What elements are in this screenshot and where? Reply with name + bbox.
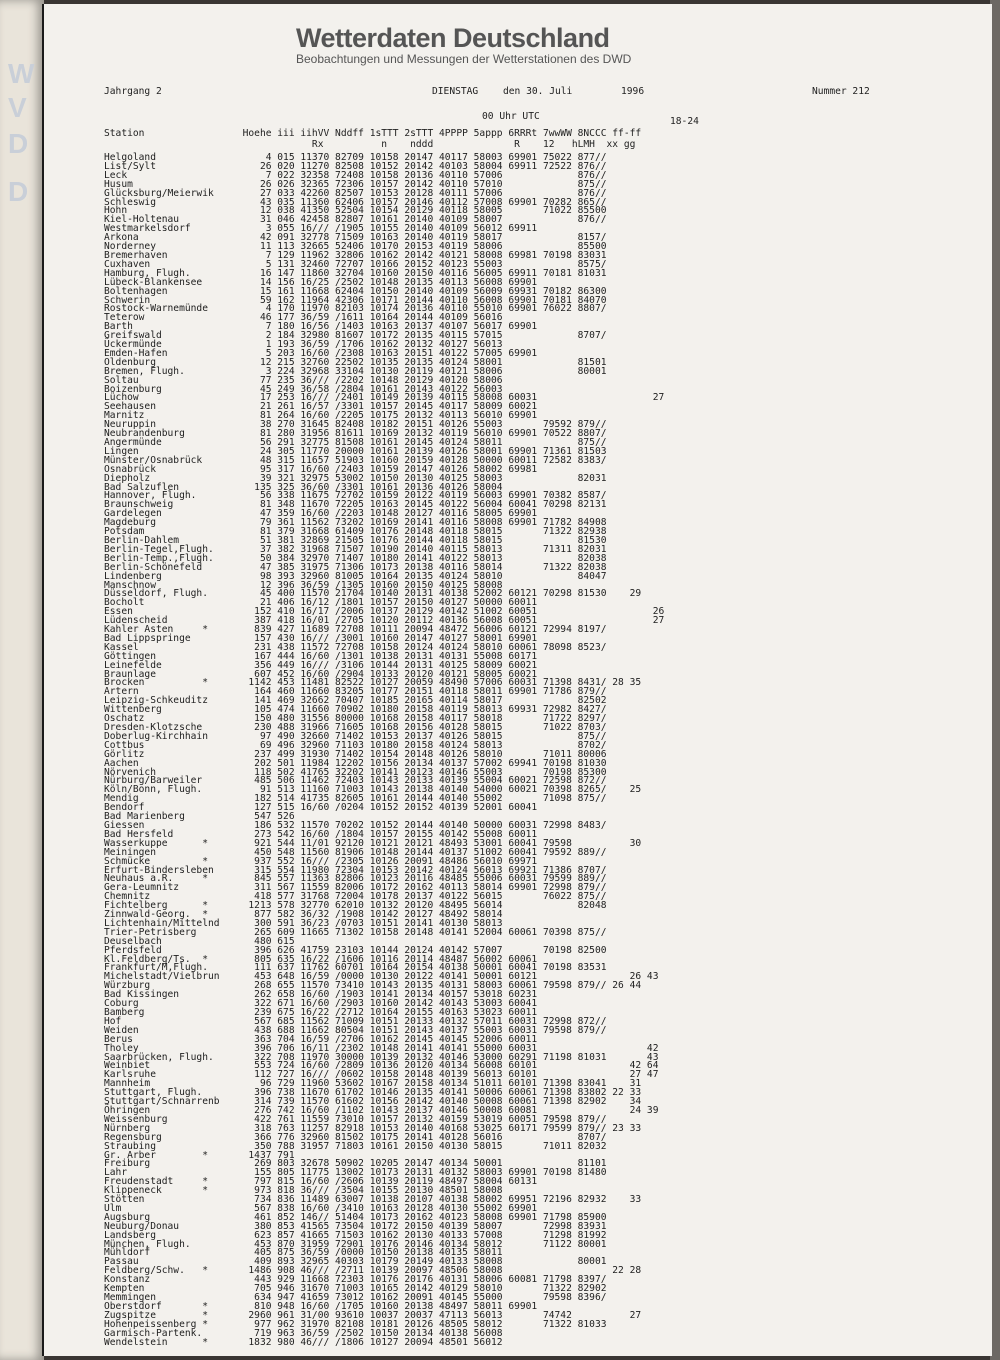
jahrgang: Jahrgang 2 xyxy=(104,86,162,97)
station-row: Ulm 567 838 16/60 /3410 10163 20128 40130 55002 69901 xyxy=(104,1202,538,1214)
time-header-right: 18-24 xyxy=(670,116,699,127)
station-row: Lübeck-Blankensee 14 156 16/25 /2502 10148 20135 40113 56008 69901 xyxy=(104,276,538,288)
station-row: Freudenstadt * 797 815 16/60 /2606 10139 20119 48497 58004 60131 xyxy=(104,1176,538,1188)
station-row: Meiningen 450 548 11560 81906 10148 20144 40137 51002 60041 79592 889// xyxy=(104,846,607,858)
station-row: München, Flugh. 453 870 31959 72901 10176 20146 40134 58012 71122 80001 xyxy=(104,1238,607,1250)
station-row: Doberlug-Kirchhain 97 490 32660 71402 10153 20137 40126 58015 875// xyxy=(104,730,607,742)
station-row: Weissenburg 422 761 11559 73010 10157 20132 40159 53019 60051 79598 879// xyxy=(104,1113,607,1125)
station-row: Hohn 12 038 41350 52504 10154 20129 40118 58005 71022 85500 xyxy=(104,205,607,217)
masthead-title: Wetterdaten Deutschland xyxy=(296,23,610,53)
station-row: Mendig 182 514 41735 82605 10161 20144 40140 55002 71098 875// xyxy=(104,793,607,805)
station-row: Bocholt 21 406 16/12 /1801 10157 20150 40127 50000 60011 xyxy=(104,597,538,609)
left-page-edge: W V D D xyxy=(0,0,44,1360)
station-row: Lichtenhain/Mittelnd 300 591 36/23 /0703 10151 20141 40130 58013 xyxy=(104,917,503,929)
station-row: Klippeneck * 973 818 36/// /3504 10155 20130 48501 58008 xyxy=(104,1185,503,1197)
station-row: Weinbiet 553 724 16/60 /2809 10136 20120 40134 56008 60101 42 64 xyxy=(104,1060,659,1072)
station-row: Essen 152 410 16/17 /2006 10137 20129 40142 51002 60051 26 xyxy=(104,606,665,618)
station-row: Stötten 734 836 11489 63007 10138 20107 40138 58002 69951 72196 82932 33 xyxy=(104,1194,642,1206)
station-row: Schwerin 59 162 11964 42306 10171 20144 40110 56008 69901 70181 84070 xyxy=(104,294,607,306)
station-row: Boltenhagen 15 161 11668 62404 10150 20140 40109 56009 69931 70182 86300 xyxy=(104,285,607,297)
station-row: Erfurt-Bindersleben 315 554 11980 72304 10153 20142 40124 56013 69921 71386 8707/ xyxy=(104,864,607,876)
station-row: Oberstdorf * 810 948 16/60 /1705 10160 20138 48497 58011 69901 xyxy=(104,1300,538,1312)
station-row: Coburg 322 671 16/60 /2903 10160 20142 40143 53003 60041 xyxy=(104,998,538,1010)
station-row: Bamberg 239 675 16/22 /2712 10164 20155 40163 53023 60011 xyxy=(104,1007,538,1018)
station-row: Bad Lippspringe 157 430 16/// /3001 10160 20147 40127 58001 69901 xyxy=(104,632,538,644)
station-row: Arkona 42 091 32778 71509 10163 20140 40119 58017 8157/ xyxy=(104,232,607,244)
station-row: Bad Kissingen 262 658 16/60 /1903 10141 20134 40157 53018 60231 xyxy=(104,989,538,1001)
station-row: Giessen 186 532 11570 70202 10152 20144 40140 50000 60031 72998 8483/ xyxy=(104,819,607,831)
station-row: Chemnitz 418 577 31768 72004 10178 20137 40122 56015 76022 875// xyxy=(104,891,607,903)
station-row: Magdeburg 79 361 11562 73202 10169 20141 40116 58008 69901 71782 84908 xyxy=(104,517,607,529)
station-row: Feldberg/Schw. * 1486 908 46/// /2711 10139 20097 48506 58008 22 28 xyxy=(104,1265,642,1277)
station-row: Leck 7 022 32358 72408 10158 20136 40110 57006 876// xyxy=(104,169,607,181)
masthead-subtitle: Beobachtungen und Messungen der Wetterstationen des DWD xyxy=(296,52,632,66)
station-row: Manschnow 12 396 36/59 /1305 10160 20150 40125 58008 xyxy=(104,579,503,591)
station-row: Augsburg 461 852 146// 51404 10173 20162 40123 58008 69901 71798 85900 xyxy=(104,1211,607,1223)
date: den 30. Juli xyxy=(503,86,573,97)
station-row: Lüchow 17 253 16/// /2401 10149 20139 40115 58008 60031 27 xyxy=(104,392,665,404)
station-row: Aachen 202 501 11984 12202 10156 20134 40137 57002 69941 70198 81030 xyxy=(104,757,607,769)
station-row: Wendelstein * 1832 980 46/// /1806 10127 20094 48501 56012 xyxy=(104,1336,503,1348)
station-row: Neuburg/Donau 380 853 41565 73504 10172 20150 40139 58007 72998 83931 xyxy=(104,1220,607,1232)
station-row: Glücksburg/Meierwik 27 033 42260 82507 10153 20128 40111 57006 876// xyxy=(104,187,607,199)
station-row: Hannover, Flugh. 56 338 11675 72702 10159 20122 40119 56003 69901 70382 8587/ xyxy=(104,490,607,502)
station-row: Rostock-Warnemünde 4 170 11970 82103 10174 20136 40110 55010 69901 76022 8807/ xyxy=(104,303,607,315)
station-row: Braunlage 607 452 16/60 /2904 10133 20120 40121 58005 60021 xyxy=(104,668,538,680)
station-row: Memmingen 634 947 41659 73012 10162 20091 40145 55000 79598 8396/ xyxy=(104,1292,607,1303)
station-row: Nürburg/Barweiler 485 506 11462 72403 10143 20133 40139 55004 60021 72598 872// xyxy=(104,775,607,787)
issue-number: Nummer 212 xyxy=(812,86,870,97)
station-row: Cuxhaven 5 131 32460 72707 10166 20152 40123 55003 8575/ xyxy=(104,258,607,270)
station-row: Straubing 350 788 31957 71803 10161 20150 40130 58015 71011 82032 xyxy=(104,1140,607,1152)
station-row: Kempten 705 946 31670 71003 10165 20142 40129 58010 71322 82902 xyxy=(104,1283,607,1295)
station-row: Schmücke * 937 552 16/// /2305 10126 20091 48486 56010 69971 xyxy=(104,855,538,867)
masthead xyxy=(296,24,916,66)
station-row: Helgoland 4 015 11370 82709 10158 20147 40117 58003 69901 75022 877// xyxy=(104,152,607,163)
station-row: Lahr 155 805 11775 13002 10173 20131 40132 58003 69901 70198 81480 xyxy=(104,1167,607,1179)
station-row: Garmisch-Partenk. 719 963 36/59 /2502 10150 20134 40138 56008 xyxy=(104,1327,503,1339)
station-row: Kassel 231 438 11572 72708 10158 20124 40124 58010 60061 78098 8523/ xyxy=(104,641,607,653)
station-row: Soltau 77 235 36/// /2202 10148 20129 40120 58006 xyxy=(104,374,503,386)
station-row: Cottbus 69 496 32960 71103 10180 20158 40124 58013 8702/ xyxy=(104,739,607,751)
column-header-line1: Station Hoehe iii iihVV Nddff 1sTTT 2sTTT 4PPPP 5appp 6RRRt 7wwWW 8NCCC ff-ff xyxy=(104,128,642,139)
station-row: Zugspitze * 2960 961 31/00 93610 10037 20037 47113 56013 74742 27 xyxy=(104,1309,642,1321)
station-row: Gera-Leumnitz 311 567 11559 82006 10172 20162 40113 58014 69901 72998 879// xyxy=(104,882,607,894)
station-row: Berlin-Tegel,Flugh. 37 382 31968 71507 10190 20140 40115 58013 71311 82031 xyxy=(104,543,607,555)
station-row: Diepholz 39 321 32975 53002 10150 20130 40125 58003 82031 xyxy=(104,472,607,484)
station-row: Deuselbach 480 615 xyxy=(104,935,295,947)
station-row: Nürnberg 318 763 11257 82918 10153 20140 40168 53025 60171 79599 879// 23 33 xyxy=(104,1122,642,1134)
station-row: Regensburg 366 776 32960 81502 10175 20141 40128 56016 8707/ xyxy=(104,1131,607,1143)
station-row: Gardelegen 47 359 16/60 /2203 10148 20127 40116 58005 69901 xyxy=(104,508,538,520)
station-row: Neubrandenburg 81 280 31956 81611 10169 20132 40119 56010 69901 70522 8807/ xyxy=(104,428,607,440)
station-row: Braunschweig 81 348 11670 72205 10163 20145 40122 56004 60041 70298 82131 xyxy=(104,499,607,511)
station-row: Landsberg 623 857 41665 71503 10162 20130 40133 57008 71298 81992 xyxy=(104,1229,607,1241)
station-row: Kl.Feldberg/Ts. * 805 635 16/22 /1606 10116 20114 48487 56002 60061 xyxy=(104,953,538,965)
station-row: Marnitz 81 264 16/60 /2205 10175 20132 40113 56010 69901 xyxy=(104,410,538,422)
station-row: Lingen 24 305 11770 20000 10161 20139 40126 58001 69901 71361 81503 xyxy=(104,445,607,457)
station-row: Bremen, Flugh. 3 224 32968 33104 10130 20119 40121 58006 80001 xyxy=(104,365,607,377)
station-row: Hohenpeissenberg * 977 962 31970 82108 10181 20126 48505 58012 71322 81033 xyxy=(104,1318,607,1330)
station-row: Konstanz 443 929 11668 72303 10176 20176 40131 58006 60081 71798 8397/ xyxy=(104,1274,607,1286)
station-row: Düsseldorf, Flugh. 45 400 11570 21704 10140 20131 40138 52002 60121 70298 81530 29 xyxy=(104,588,642,600)
station-row: Hof 567 685 11562 71009 10151 20133 40132 57011 60031 72998 872// xyxy=(104,1015,607,1027)
station-row: Passau 409 893 32965 40303 10179 20149 40133 58008 80001 xyxy=(104,1256,607,1268)
station-row: Görlitz 237 499 31930 71402 10154 20148 40126 58010 71011 80006 xyxy=(104,748,607,760)
station-row: Tholey 396 706 16/11 /2302 10148 20141 40141 55000 60031 42 xyxy=(104,1042,659,1054)
station-row: Greifswald 2 184 32980 81607 10172 20135 40115 57015 8707/ xyxy=(104,330,607,342)
station-row: Boizenburg 45 249 36/58 /2804 10161 20143 40122 56003 xyxy=(104,383,503,395)
station-row: Neuruppin 38 270 31645 82408 10182 20151 40126 55003 79592 879// xyxy=(104,419,607,431)
station-row: Bad Marienberg 547 526 xyxy=(104,811,295,823)
station-row: Oschatz 150 480 31556 80000 10168 20158 40117 58018 71722 8297/ xyxy=(104,713,607,725)
station-row: Münster/Osnabrück 48 315 11657 51903 10160 20159 40128 50000 60011 72582 8383/ xyxy=(104,454,607,466)
station-row: Leipzig-Schkeuditz 141 469 32662 70407 10185 20165 40114 58017 82502 xyxy=(104,695,607,707)
station-row: Mühldorf 405 875 36/59 /0000 10150 20138 40135 58011 xyxy=(104,1247,503,1259)
station-row: Wasserkuppe * 921 544 11/01 92120 10121 20121 48493 53001 60041 79598 30 xyxy=(104,837,642,849)
station-row: Berlin-Dahlem 51 381 32869 21505 10176 20144 40118 58015 81530 xyxy=(104,534,607,546)
station-row: Schleswig 43 035 11360 62406 10157 20146 40112 57008 69901 70282 865// xyxy=(104,196,607,208)
station-row: Emden-Hafen 5 203 16/60 /2308 10163 20151 40122 57005 69901 xyxy=(104,347,538,359)
station-row: Angermünde 56 291 32775 81508 10161 20145 40124 58011 875// xyxy=(104,437,607,448)
station-row: Kiel-Holtenau 31 046 42458 82807 10161 20140 40109 58007 876// xyxy=(104,214,607,226)
station-row: Brocken * 1142 453 11481 82522 10127 20059 48490 57006 60031 71398 8431/ 28 35 xyxy=(104,677,642,689)
station-row: Mannheim 96 729 11960 53602 10167 20158 40134 51011 60101 71398 83041 31 xyxy=(104,1078,642,1090)
station-row: Berlin-Schönefeld 47 385 31975 71306 10173 20138 40116 58014 71322 82038 xyxy=(104,561,607,573)
station-row: Seehausen 21 261 16/57 /3301 10157 20145 40117 58009 60021 xyxy=(104,401,538,413)
station-row: Dresden-Klotzsche 230 488 31966 71605 10168 20156 40128 58015 71022 8703/ xyxy=(104,722,607,733)
station-row: Ückermünde 1 193 36/59 /1706 10162 20132 40127 56013 xyxy=(104,339,503,351)
station-row: Nörvenich 118 502 41765 32202 10141 20123 40146 55003 70198 85300 xyxy=(104,766,607,778)
station-row: Michelstadt/Vielbrun 453 648 16/59 /0000 10130 20122 40141 50001 60121 26 43 xyxy=(104,971,659,983)
station-row: Neuhaus a.R. * 845 557 11363 82806 10123 20116 48485 55006 60031 79599 889// xyxy=(104,873,607,885)
station-row: Öhringen 276 742 16/60 /1102 10143 20137 40146 50008 60081 24 39 xyxy=(104,1104,659,1116)
station-row: Teterow 46 177 36/59 /1611 10164 20144 40109 56016 xyxy=(104,312,503,324)
station-row: Bad Hersfeld 273 542 16/60 /1804 10157 20155 40142 55008 60011 xyxy=(104,828,538,840)
station-row: Berus 363 704 16/59 /2706 10162 20145 40145 52006 60011 xyxy=(104,1033,538,1045)
time-header: 00 Uhr UTC xyxy=(482,111,540,122)
station-row: Leinefelde 356 449 16/// /3106 10144 20131 40125 58009 60021 xyxy=(104,659,538,671)
station-row: Norderney 11 113 32665 52406 10170 20153 40119 58006 85500 xyxy=(104,241,607,253)
station-row: Weiden 438 688 11662 80504 10151 20143 40137 55003 60031 79598 879// xyxy=(104,1024,607,1036)
station-row: Zinnwald-Georg. * 877 582 36/32 /1908 10142 20127 48492 58014 xyxy=(104,909,503,921)
station-row: Würzburg 268 655 11570 73410 10143 20135 40131 58003 60061 79598 879// 26 44 xyxy=(104,980,642,992)
station-row: Göttingen 167 444 16/60 /1301 10138 20131 40131 55008 60171 xyxy=(104,650,538,662)
station-row: Fichtelberg * 1213 578 32770 62010 10132 20120 48495 56014 82048 xyxy=(104,900,607,912)
weekday: DIENSTAG xyxy=(432,86,479,97)
station-row: Bad Salzuflen 135 325 36/60 /3301 10161 20136 40126 58004 xyxy=(104,481,503,493)
station-row: Lüdenscheid 387 418 16/01 /2705 10120 20112 40136 56008 60051 27 xyxy=(104,615,665,627)
station-row: Kahler Asten * 839 427 11689 72708 10111 20094 48472 56006 60121 72994 8197/ xyxy=(104,624,607,636)
station-row: Oldenburg 12 215 32760 22502 10135 20135 40124 58001 81501 xyxy=(104,356,607,368)
station-row: Osnabrück 95 317 16/60 /2403 10159 20147 40126 58002 69981 xyxy=(104,463,538,475)
station-row: Freiburg 269 803 32678 50902 10205 20147 40134 50001 81101 xyxy=(104,1158,607,1170)
station-row: Hamburg, Flugh. 16 147 11860 32704 10160 20150 40116 56005 69911 70181 81031 xyxy=(104,267,607,279)
station-table xyxy=(104,154,664,1347)
station-row: Pferdsfeld 396 626 41759 23103 10144 20124 40142 57007 70198 82500 xyxy=(104,944,607,956)
station-row: Stuttgart, Flugh. 396 738 11670 61702 10146 20135 40141 50006 60061 71398 83802 22 33 xyxy=(104,1087,642,1099)
station-row: Westmarkelsdorf 3 055 16/// /1905 10155 20140 40109 56012 69911 xyxy=(104,223,538,235)
station-row: Berlin-Temp.,Flugh. 50 384 32970 71407 10180 20141 40122 58013 82038 xyxy=(104,552,607,564)
station-row: Stuttgart/Schnarrenb 314 739 11570 61602 10156 20142 40140 50008 60061 71398 82902 34 xyxy=(104,1096,642,1108)
station-row: Bremerhaven 7 129 11962 32806 10162 20142 40121 58008 69981 70198 83031 xyxy=(104,249,607,261)
station-row: Bendorf 127 515 16/60 /0204 10152 20152 40139 52001 60041 xyxy=(104,802,538,814)
column-header-line2: Rx n nddd R 12 hLMH xx gg xyxy=(104,139,636,150)
station-row: Köln/Bonn, Flugh. 91 513 11160 71003 10143 20138 40140 54000 60021 70398 8265/ 25 xyxy=(104,784,642,796)
station-row: Wittenberg 105 474 11660 70902 10180 20158 40119 58013 69931 72982 8427/ xyxy=(104,704,607,716)
station-row: Gr. Arber * 1437 791 xyxy=(104,1149,295,1161)
station-row: Potsdam 81 379 31668 61409 10176 20148 40118 58015 71322 82938 xyxy=(104,526,607,538)
station-row: List/Sylt 26 020 11270 82508 10152 20142 40103 58004 69911 72522 876// xyxy=(104,160,607,172)
station-row: Saarbrücken, Flugh. 322 708 11970 30000 10139 20132 40146 53000 60291 71198 81031 43 xyxy=(104,1051,659,1063)
station-row: Karlsruhe 112 727 16/// /0602 10158 20148 40139 56013 60101 27 47 xyxy=(104,1069,659,1081)
station-row: Barth 7 180 16/56 /1403 10163 20137 40107 56017 69901 xyxy=(104,321,538,333)
station-row: Trier-Petrisberg 265 609 11665 71302 10158 20148 40141 52004 60061 70398 875// xyxy=(104,926,607,938)
year: 1996 xyxy=(621,86,645,97)
station-row: Husum 26 026 32365 72306 10157 20142 40110 57010 875// xyxy=(104,178,607,190)
station-row: Lindenberg 98 393 32960 81005 10164 20135 40124 58010 84047 xyxy=(104,570,607,582)
station-row: Artern 164 460 11660 83205 10177 20151 40118 58011 69901 71786 879// xyxy=(104,686,607,698)
station-row: Frankfurt/M,Flugh. 111 637 11762 60701 10164 20154 40138 50001 60041 70198 83531 xyxy=(104,962,607,974)
